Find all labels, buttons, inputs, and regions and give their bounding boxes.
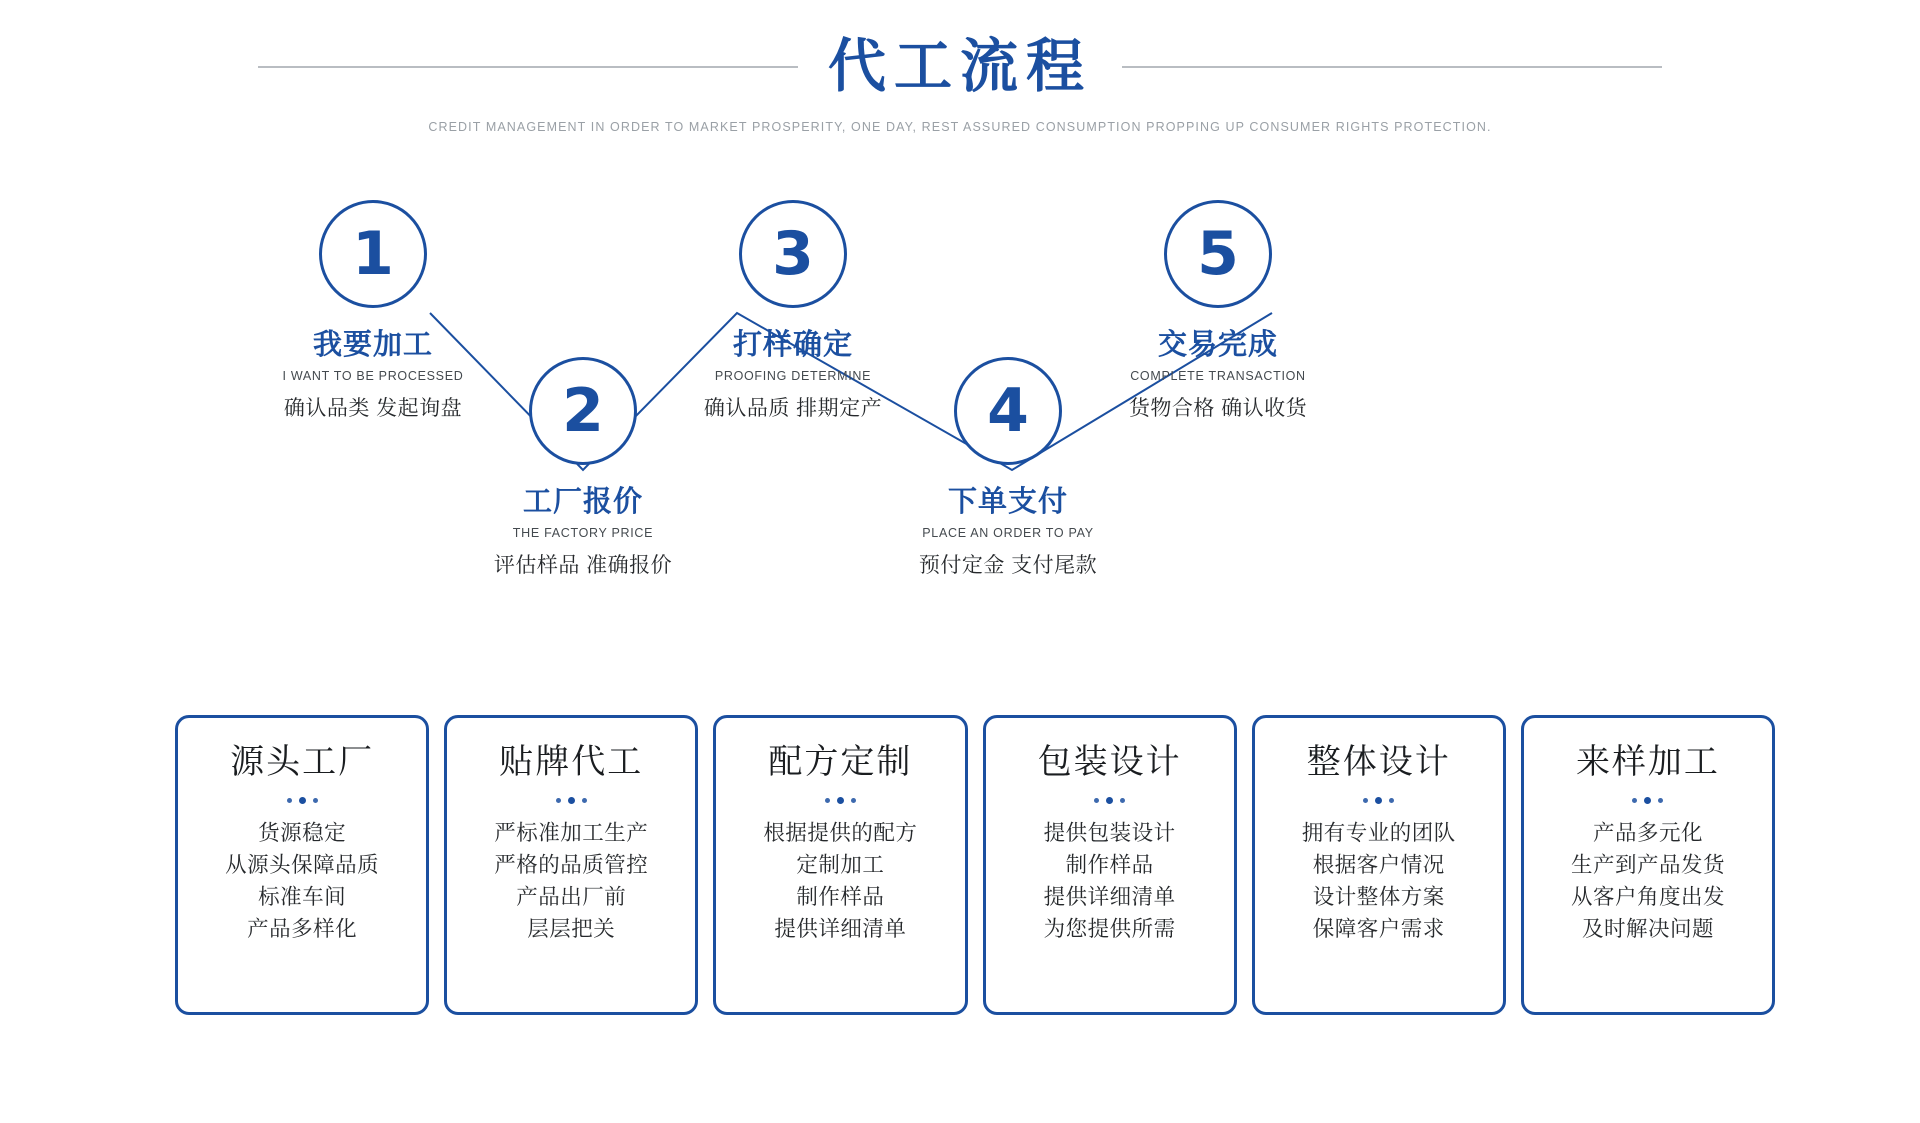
- title-row: [0, 34, 1920, 99]
- step-desc-3: 确认品质 排期定产: [703, 396, 883, 420]
- title-rule-right: [1122, 66, 1662, 68]
- step-badge-3: [739, 200, 847, 308]
- dots-divider-icon: [996, 797, 1224, 804]
- step-desc-5: 货物合格 确认收货: [1128, 396, 1308, 420]
- step-badge-1: [319, 200, 427, 308]
- dots-divider-icon: [1265, 797, 1493, 804]
- step-badge-4: [954, 357, 1062, 465]
- step-english-2: THE FACTORY PRICE: [512, 525, 654, 540]
- flow-step-5: [1058, 200, 1378, 422]
- feature-card-lines: 提供包装设计 制作样品 提供详细清单 为您提供所需: [1043, 821, 1176, 941]
- feature-card-title: 来样加工: [1575, 743, 1720, 781]
- step-title-5: 交易完成: [1157, 329, 1278, 361]
- step-english-4: PLACE AN ORDER TO PAY: [922, 525, 1094, 540]
- step-title-1: 我要加工: [312, 329, 433, 361]
- step-number-5: 5: [1197, 219, 1239, 289]
- step-english-5: COMPLETE TRANSACTION: [1130, 368, 1306, 383]
- page-subtitle: CREDIT MANAGEMENT IN ORDER TO MARKET PROSPERITY, ONE DAY, REST ASSURED CONSUMPTION PROPPING UP CONSUMER RIGHTS PROTECTION.: [428, 120, 1492, 134]
- step-title-4: 下单支付: [947, 486, 1068, 518]
- step-badge-2: [529, 357, 637, 465]
- feature-card-lines: 货源稳定 从源头保障品质 标准车间 产品多样化: [225, 821, 380, 941]
- feature-card: [444, 715, 698, 1015]
- feature-card-list: [175, 715, 1775, 1015]
- step-title-2: 工厂报价: [522, 486, 643, 518]
- dots-divider-icon: [726, 797, 954, 804]
- process-flow: [0, 195, 1920, 575]
- step-number-2: 2: [562, 376, 604, 446]
- feature-card-title: 整体设计: [1306, 743, 1451, 781]
- feature-card-lines: 拥有专业的团队 根据客户情况 设计整体方案 保障客户需求: [1301, 821, 1456, 941]
- feature-card-title: 源头工厂: [230, 743, 375, 781]
- step-number-4: 4: [987, 376, 1029, 446]
- feature-card: [1521, 715, 1775, 1015]
- step-desc-2: 评估样品 准确报价: [493, 553, 673, 577]
- page-title: 代工流程: [827, 34, 1092, 99]
- title-rule-left: [258, 66, 798, 68]
- step-title-3: 打样确定: [732, 329, 853, 361]
- feature-card: [175, 715, 429, 1015]
- page-header: [0, 34, 1920, 137]
- step-english-3: PROOFING DETERMINE: [714, 368, 872, 383]
- feature-card-lines: 根据提供的配方 定制加工 制作样品 提供详细清单: [763, 821, 918, 941]
- step-number-1: 1: [352, 219, 394, 289]
- feature-card-title: 贴牌代工: [499, 743, 644, 781]
- feature-card-lines: 严标准加工生产 严格的品质管控 产品出厂前 层层把关: [494, 821, 649, 941]
- step-number-3: 3: [772, 219, 814, 289]
- step-desc-4: 预付定金 支付尾款: [918, 553, 1098, 577]
- feature-card: [983, 715, 1237, 1015]
- dots-divider-icon: [1534, 797, 1762, 804]
- feature-card-title: 配方定制: [768, 743, 913, 781]
- step-english-1: I WANT TO BE PROCESSED: [282, 368, 464, 383]
- feature-card-lines: 产品多元化 生产到产品发货 从客户角度出发 及时解决问题: [1570, 821, 1725, 941]
- dots-divider-icon: [188, 797, 416, 804]
- step-desc-1: 确认品类 发起询盘: [283, 396, 463, 420]
- dots-divider-icon: [457, 797, 685, 804]
- feature-card: [1252, 715, 1506, 1015]
- feature-card: [713, 715, 967, 1015]
- step-badge-5: [1164, 200, 1272, 308]
- feature-card-title: 包装设计: [1037, 743, 1182, 781]
